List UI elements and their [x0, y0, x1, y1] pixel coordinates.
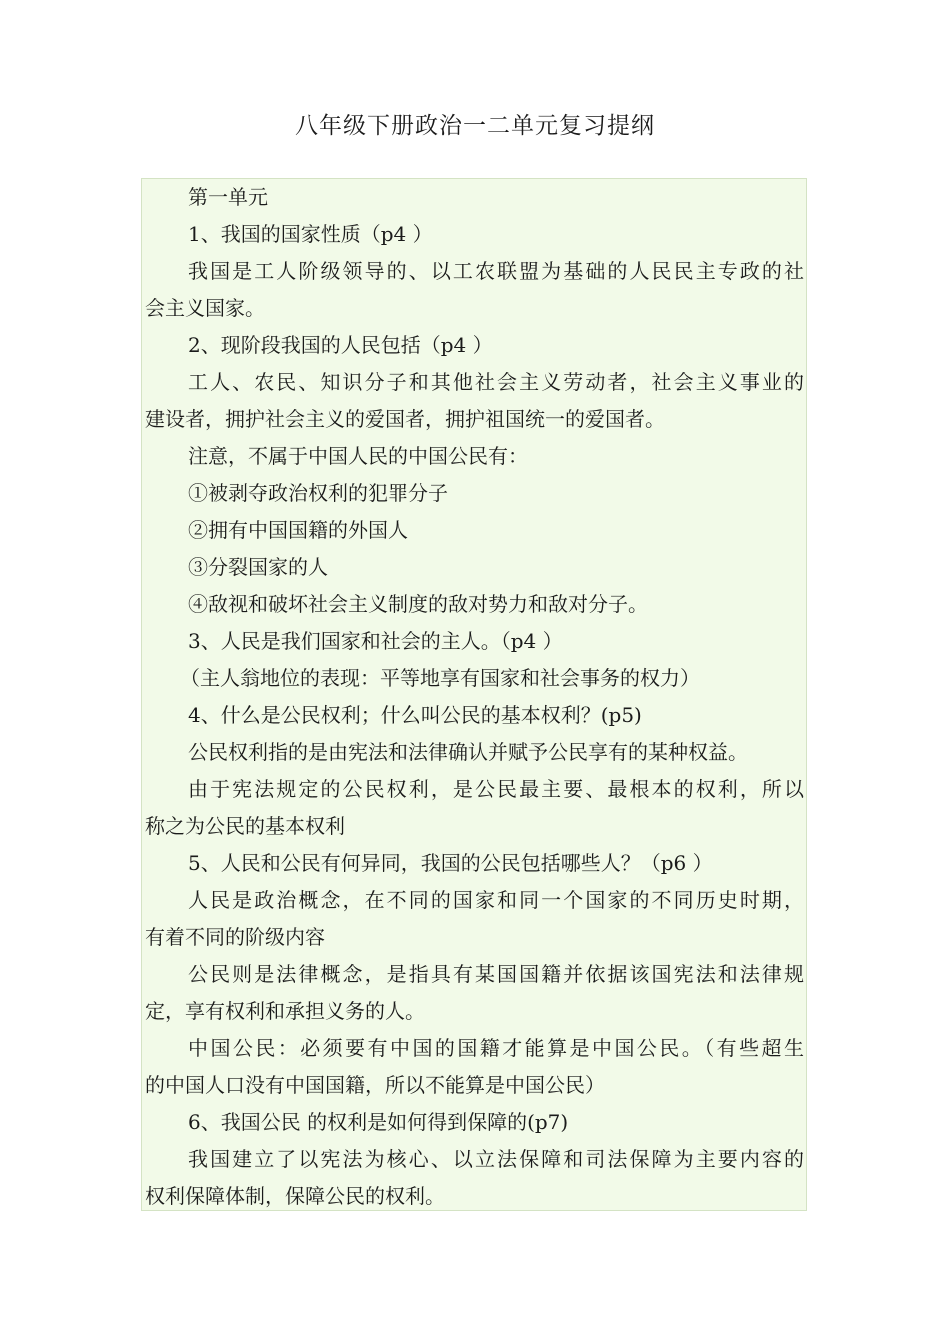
paragraph-line: 建设者，拥护社会主义的爱国者，拥护祖国统一的爱国者。	[145, 407, 665, 431]
paragraph-line: 注意，不属于中国人民的中国公民有：	[188, 444, 528, 468]
outline-content	[141, 178, 807, 1211]
question-heading: 4、什么是公民权利；什么叫公民的基本权利？(p5)	[188, 703, 642, 727]
document-title: 八年级下册政治一二单元复习提纲	[295, 113, 655, 139]
paragraph-line: 定，享有权利和承担义务的人。	[145, 999, 425, 1023]
outline-lines	[145, 179, 804, 1211]
question-heading: 3、人民是我们国家和社会的主人。（p4 ）	[188, 629, 563, 653]
paragraph-line: 的中国人口没有中国国籍，所以不能算是中国公民）	[145, 1073, 605, 1097]
list-item: ①被剥夺政治权利的犯罪分子	[188, 481, 448, 505]
paragraph-line: 由于宪法规定的公民权利，是公民最主要、最根本的权利，所以	[188, 777, 804, 801]
section-heading: 第一单元	[188, 185, 268, 209]
paragraph-line: 公民则是法律概念，是指具有某国国籍并依据该国宪法和法律规	[188, 962, 804, 986]
question-heading: 1、我国的国家性质（p4 ）	[188, 222, 433, 246]
paragraph-line: 权利保障体制，保障公民的权利。	[145, 1184, 445, 1208]
paragraph-line: 中国公民：必须要有中国的国籍才能算是中国公民。（有些超生	[188, 1036, 804, 1060]
question-heading: 6、我国公民 的权利是如何得到保障的(p7)	[188, 1110, 569, 1134]
question-heading: 5、人民和公民有何异同，我国的公民包括哪些人？（p6 ）	[188, 851, 713, 875]
paragraph-line: （主人翁地位的表现：平等地享有国家和社会事务的权力）	[180, 666, 700, 690]
paragraph-line: 公民权利指的是由宪法和法律确认并赋予公民享有的某种权益。	[188, 740, 748, 764]
question-heading: 2、现阶段我国的人民包括（p4 ）	[188, 333, 493, 357]
paragraph-line: 会主义国家。	[145, 296, 265, 320]
list-item: ④敌视和破坏社会主义制度的敌对势力和敌对分子。	[188, 592, 648, 616]
paragraph-line: 称之为公民的基本权利	[145, 814, 345, 838]
paragraph-line: 我国是工人阶级领导的、以工农联盟为基础的人民民主专政的社	[188, 259, 804, 283]
paragraph-line: 有着不同的阶级内容	[145, 925, 325, 949]
list-item: ②拥有中国国籍的外国人	[188, 518, 408, 542]
paragraph-line: 工人、农民、知识分子和其他社会主义劳动者，社会主义事业的	[188, 370, 804, 394]
paragraph-line: 我国建立了以宪法为核心、以立法保障和司法保障为主要内容的	[188, 1147, 804, 1171]
paragraph-line: 人民是政治概念，在不同的国家和同一个国家的不同历史时期，	[188, 888, 804, 912]
list-item: ③分裂国家的人	[188, 555, 328, 579]
